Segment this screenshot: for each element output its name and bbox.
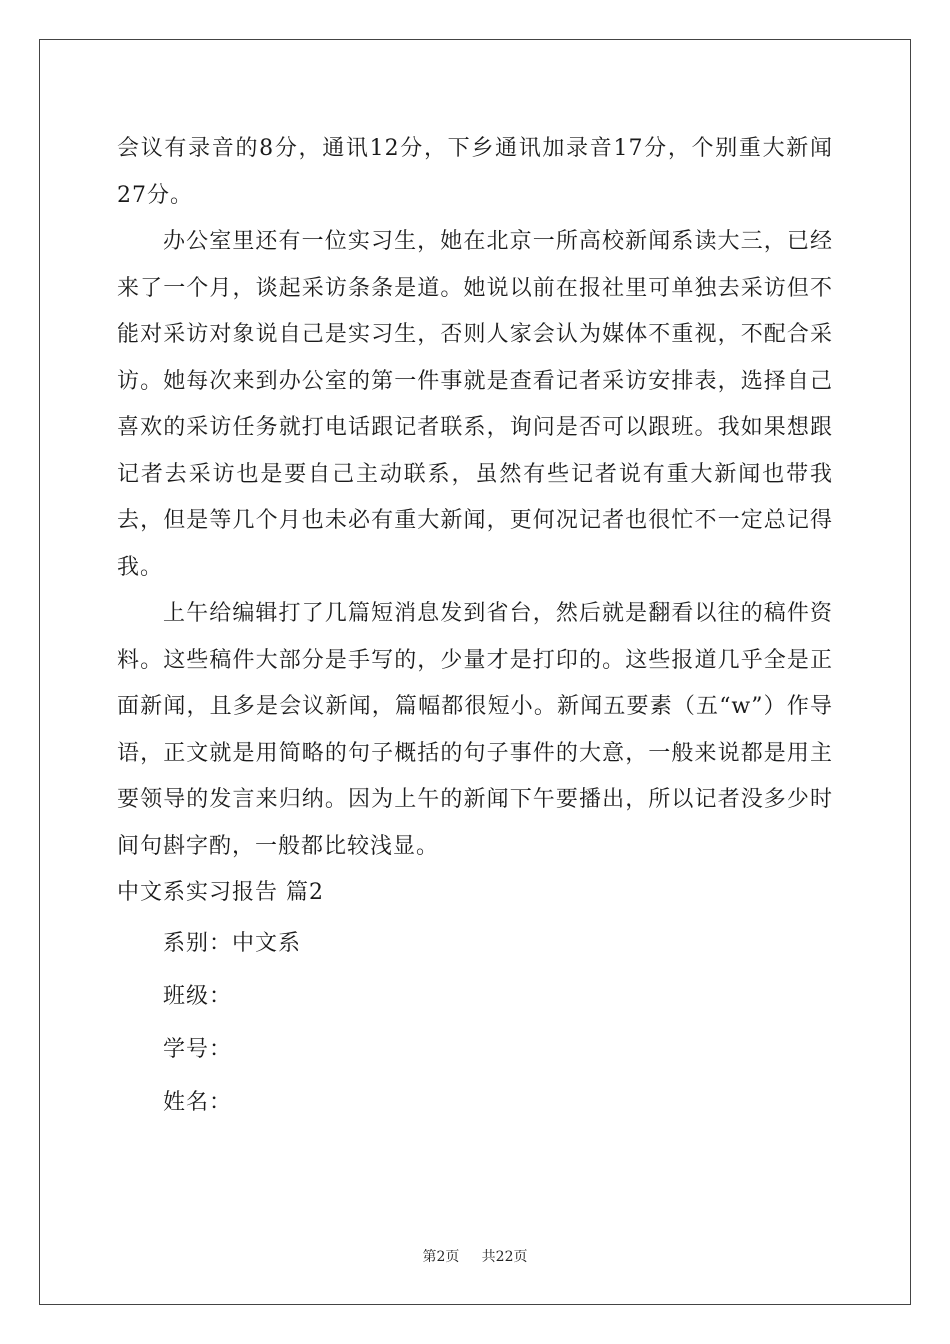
field-class: 班级： — [163, 983, 233, 1009]
paragraph-2: 办公室里还有一位实习生，她在北京一所高校新闻系读大三，已经来了一个月，谈起采访条条是道。她说以前在报社里可单独去采访但不能对采访对象说自己是实习生，否则人家会认为媒体不重视，不配合采访。她每次来到办公室的第一件事就是查看记者采访安排表，选择自己喜欢的采访任务就打电话跟记者联系，询问是否可以跟班。我如果想跟记者去采访也是要自己主动联系，虽然有些记者说有重大新闻也带我去，但是等几个月也未必有重大新闻，更何况记者也很忙不一定总记得我。 — [117, 229, 833, 580]
field-department: 系别：中文系 — [163, 930, 302, 956]
section-heading: 中文系实习报告 篇2 — [117, 880, 324, 905]
field-name: 姓名： — [163, 1089, 233, 1115]
info-fields — [117, 917, 833, 1129]
page-total: 共22页 — [481, 1249, 528, 1265]
page-number: 第2页 — [422, 1249, 460, 1265]
paragraph-1: 会议有录音的8分，通讯12分，下乡通讯加录音17分，个别重大新闻27分。 — [117, 136, 833, 208]
field-student-id: 学号： — [163, 1036, 233, 1062]
page-footer — [0, 1246, 950, 1266]
document-body — [117, 126, 833, 1129]
paragraph-3: 上午给编辑打了几篇短消息发到省台，然后就是翻看以往的稿件资料。这些稿件大部分是手写的，少量才是打印的。这些报道几乎全是正面新闻，且多是会议新闻，篇幅都很短小。新闻五要素（五“w”）作导语，正文就是用简略的句子概括的句子事件的大意，一般来说都是用主要领导的发言来归纳。因为上午的新闻下午要播出，所以记者没多少时间句斟字酌，一般都比较浅显。 — [117, 601, 833, 859]
